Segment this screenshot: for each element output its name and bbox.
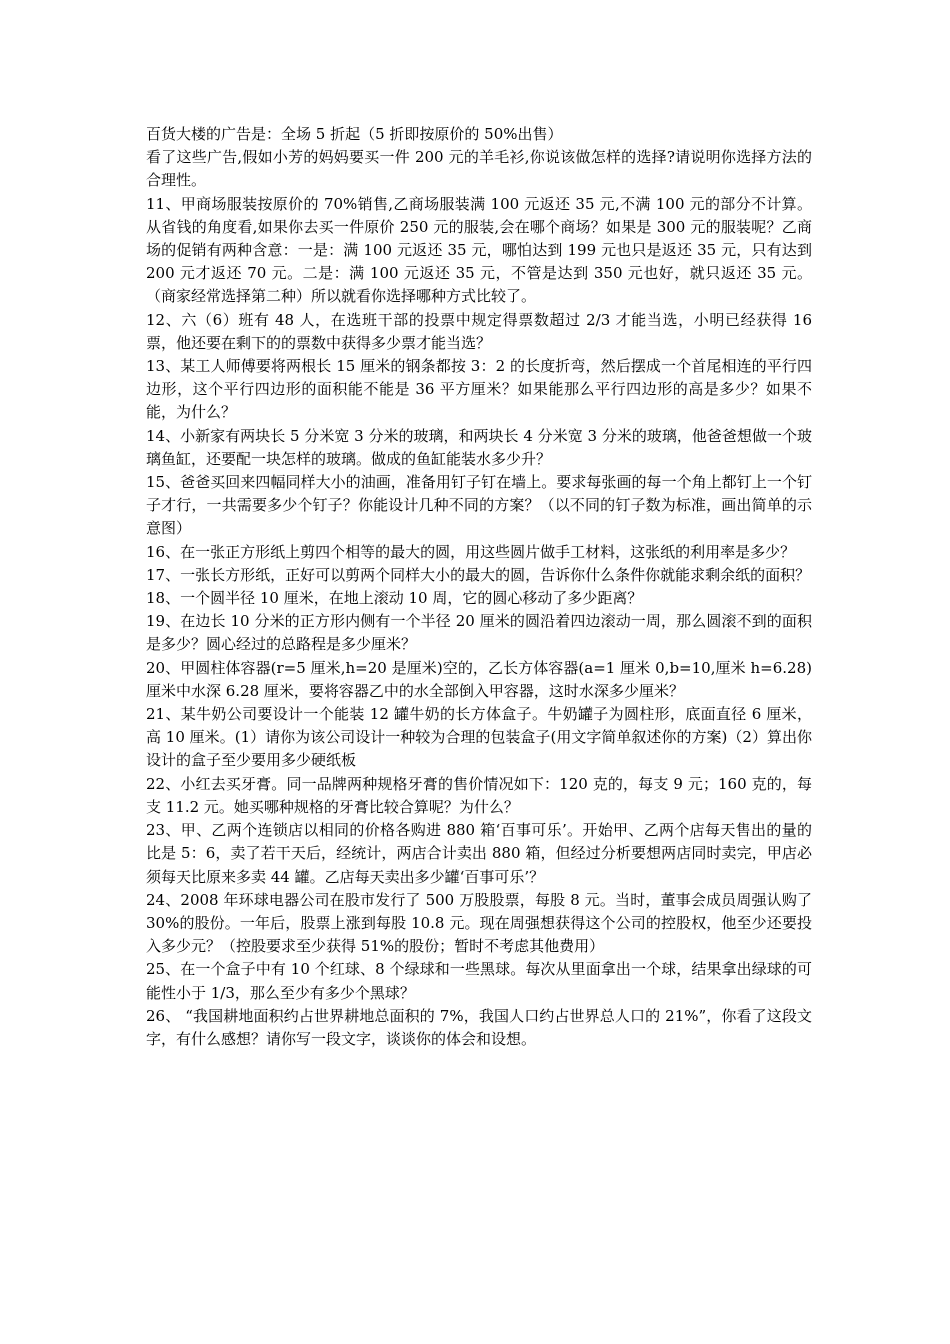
paragraph-question-sweater: 看了这些广告,假如小芳的妈妈要买一件 200 元的羊毛衫,你说该做怎样的选择?请说明你选择方法的合理性。 bbox=[146, 148, 812, 190]
paragraph-problem-21: 21、某牛奶公司要设计一个能装 12 罐牛奶的长方体盒子。牛奶罐子为圆柱形，底面直径 6 厘米，高 10 厘米。(1）请你为该公司设计一种较为合理的包装盒子(用文字简单叙述你的方案)（2）算出你设计的盒子至少要用多少硬纸板 bbox=[146, 705, 812, 770]
paragraph-problem-20: 20、甲圆柱体容器(r=5 厘米,h=20 是厘米)空的，乙长方体容器(a=1 厘米 0,b=10,厘米 h=6.28)厘米中水深 6.28 厘米，要将容器乙中的水全部倒入甲容器，这时水深多少厘米？ bbox=[146, 658, 812, 700]
paragraph-problem-24: 24、2008 年环球电器公司在股市发行了 500 万股股票，每股 8 元。当时，董事会成员周强认购了 30%的股份。一年后，股票上涨到每股 10.8 元。现在周强想获得这个公司的控股权，他至少还要投入多少元？（控股要求至少获得 51%的股份；暂时不考虑其他费用） bbox=[146, 890, 812, 956]
paragraph-problem-12: 12、六（6）班有 48 人，在选班干部的投票中规定得票数超过 2/3 才能当选，小明已经获得 16 票，他还要在剩下的的票数中获得多少票才能当选？ bbox=[146, 310, 812, 352]
paragraph-problem-25: 25、在一个盒子中有 10 个红球、8 个绿球和一些黑球。每次从里面拿出一个球，结果拿出绿球的可能性小于 1/3，那么至少有多少个黑球？ bbox=[146, 960, 812, 1002]
document-page bbox=[146, 123, 812, 1051]
paragraph-problem-23: 23、甲、乙两个连锁店以相同的价格各购进 880 箱‘百事可乐’。开始甲、乙两个店每天售出的量的比是 5：6，卖了若干天后，经统计，两店合计卖出 880 箱，但经过分析要想两店同时卖完，甲店必须每天比原来多卖 44 罐。乙店每天卖出多少罐‘百事可乐’？ bbox=[146, 821, 812, 886]
paragraph-problem-16: 16、在一张正方形纸上剪四个相等的最大的圆，用这些圆片做手工材料，这张纸的利用率是多少？ bbox=[146, 542, 796, 561]
paragraph-problem-18: 18、一个圆半径 10 厘米，在地上滚动 10 周，它的圆心移动了多少距离？ bbox=[146, 589, 643, 608]
paragraph-ad-text: 百货大楼的广告是：全场 5 折起（5 折即按原价的 50%出售） bbox=[146, 125, 563, 143]
paragraph-problem-22: 22、小红去买牙膏。同一品牌两种规格牙膏的售价情况如下：120 克的，每支 9 元；160 克的，每支 11.2 元。她买哪种规格的牙膏比较合算呢？为什么？ bbox=[146, 774, 812, 816]
paragraph-problem-14: 14、小新家有两块长 5 分米宽 3 分米的玻璃，和两块长 4 分米宽 3 分米的玻璃，他爸爸想做一个玻璃鱼缸，还要配一块怎样的玻璃。做成的鱼缸能装水多少升？ bbox=[146, 426, 812, 468]
paragraph-problem-19: 19、在边长 10 分米的正方形内侧有一个半径 20 厘米的圆沿着四边滚动一周，那么圆滚不到的面积是多少？圆心经过的总路程是多少厘米？ bbox=[146, 612, 812, 654]
paragraph-problem-17: 17、一张长方形纸，正好可以剪两个同样大小的最大的圆，告诉你什么条件你就能求剩余纸的面积？ bbox=[146, 565, 811, 584]
paragraph-problem-11: 11、甲商场服装按原价的 70%销售,乙商场服装满 100 元返还 35 元,不满 100 元的部分不计算。从省钱的角度看,如果你去买一件原价 250 元的服装,会在哪个商场？如果是 300 元的服装呢？乙商场的促销有两种含意：一是：满 100 元返还 35 元，哪怕达到 199 元也只是返还 35 元，只有达到 200 元才返还 70 元。二是：满 100 元返还 35 元，不管是达到 350 元也好，就只返还 35 元。（商家经常选择第二种）所以就看你选择哪种方式比较了。 bbox=[146, 194, 812, 306]
paragraph-problem-13: 13、某工人师傅要将两根长 15 厘米的钢条都按 3：2 的长度折弯，然后摆成一个首尾相连的平行四边形，这个平行四边形的面积能不能是 36 平方厘米？如果能那么平行四边形的高是多少？如果不能，为什么？ bbox=[146, 357, 812, 422]
paragraph-problem-15: 15、爸爸买回来四幅同样大小的油画，准备用钉子钉在墙上。要求每张画的每一个角上都钉上一个钉子才行，一共需要多少个钉子？你能设计几种不同的方案？（以不同的钉子数为标准，画出简单的示意图） bbox=[146, 473, 812, 538]
paragraph-problem-26: 26、 “我国耕地面积约占世界耕地总面积的 7%，我国人口约占世界总人口的 21%”，你看了这段文字，有什么感想？请你写一段文字，谈谈你的体会和设想。 bbox=[146, 1006, 812, 1048]
